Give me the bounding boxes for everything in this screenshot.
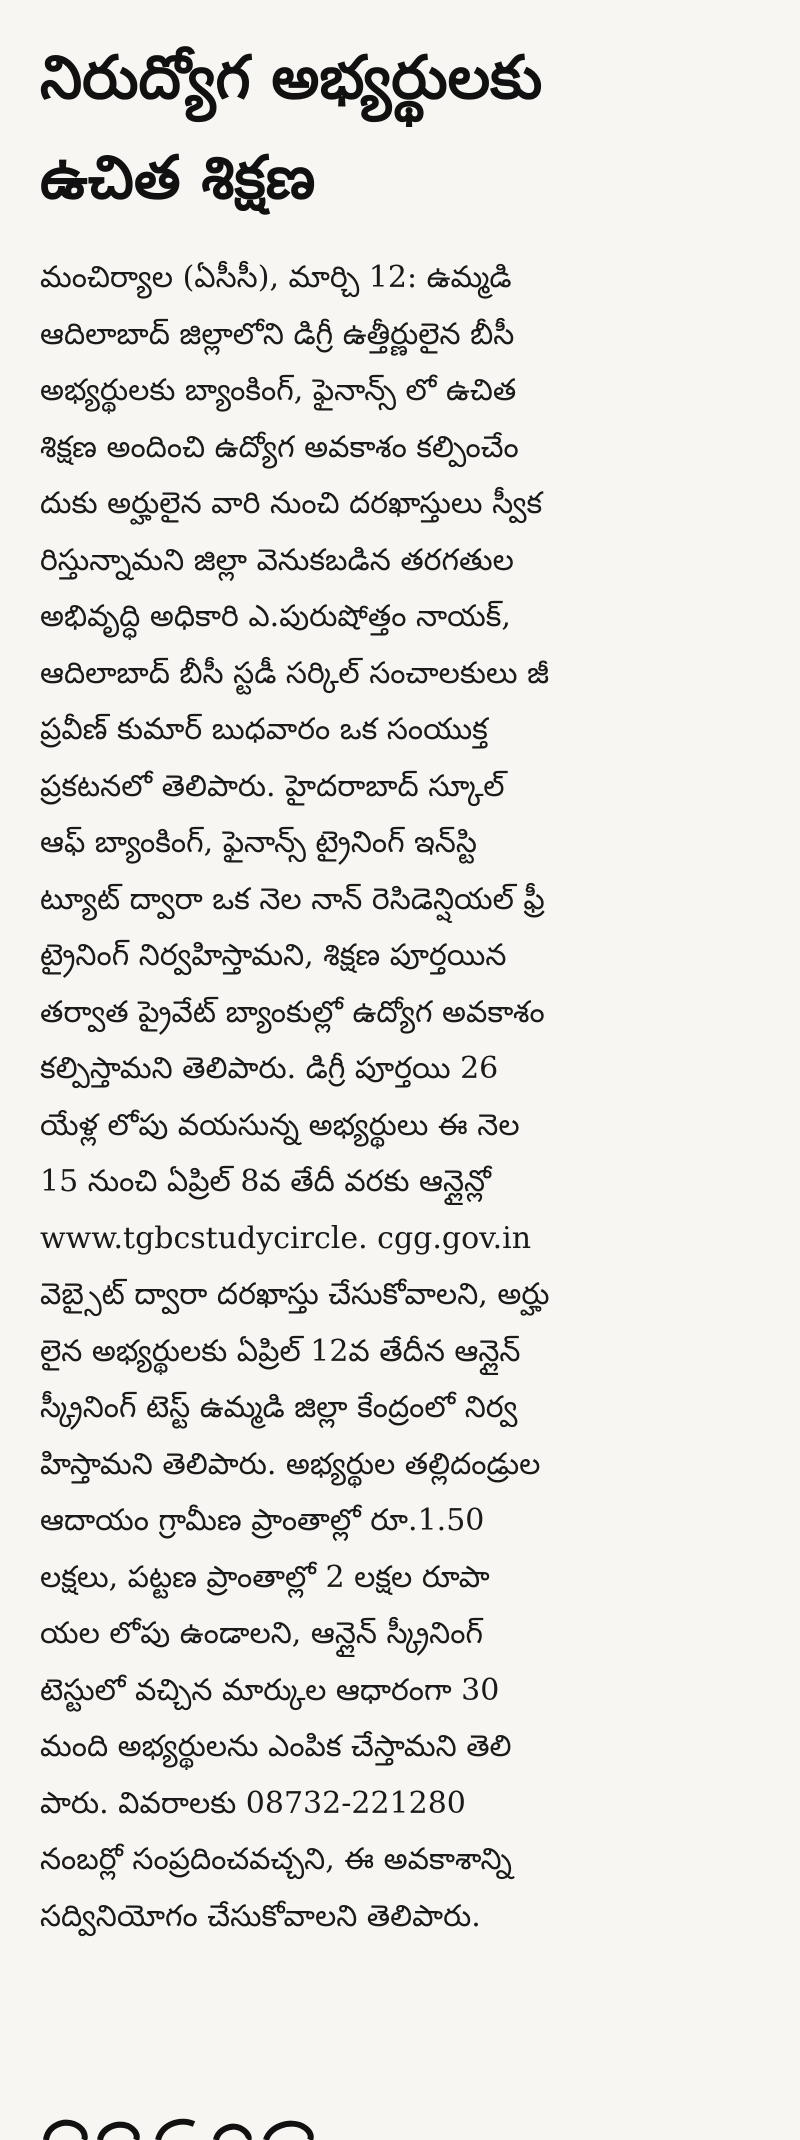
body-line: ఆదిలాబాద్ జిల్లాలోని డిగ్రీ ఉత్తీర్ణులైన బీసీ bbox=[40, 316, 515, 352]
body-line: ఆఫ్ బ్యాంకింగ్, ఫైనాన్స్ ట్రైనింగ్ ఇన్‌స్టి bbox=[40, 825, 477, 860]
body-line: రిస్తున్నామని జిల్లా వెనుకబడిన తరగతుల bbox=[40, 542, 514, 578]
body-line: ట్రైనింగ్ నిర్వహిస్తామని, శిక్షణ పూర్తయిన bbox=[40, 938, 507, 973]
body-line: లైన అభ్యర్థులకు ఏప్రిల్ 12వ తేదీన ఆన్లైన్ bbox=[40, 1333, 521, 1369]
body-line: మంది అభ్యర్థులను ఎంపిక చేస్తామని తెలి bbox=[40, 1729, 512, 1764]
body-line: ట్యూట్ ద్వారా ఒక నెల నాన్ రెసిడెన్షియల్ ఫ్రీ bbox=[40, 881, 545, 917]
headline-line-1: నిరుద్యోగ అభ్యర్థులకు bbox=[40, 43, 543, 113]
body-line: టెస్టులో వచ్చిన మార్కుల ఆధారంగా 30 bbox=[40, 1672, 500, 1708]
body-line: వెబ్సైట్ ద్వారా దరఖాస్తు చేసుకోవాలని, అర్హు bbox=[40, 1277, 550, 1312]
phone-number-line: పారు. వివరాలకు 08732-221280 bbox=[40, 1785, 466, 1821]
cropped-next-headline bbox=[40, 2112, 360, 2140]
body-line: ఆదిలాబాద్ బీసీ స్టడీ సర్కిల్ సంచాలకులు జీ bbox=[40, 655, 550, 691]
body-line: అభ్యర్థులకు బ్యాంకింగ్, ఫైనాన్స్ లో ఉచిత bbox=[40, 373, 517, 408]
body-line: తర్వాత ప్రైవేట్ బ్యాంకుల్లో ఉద్యోగ అవకాశం bbox=[40, 994, 545, 1030]
headline-line-2: ఉచిత శిక్షణ bbox=[40, 143, 316, 213]
body-line: అభివృద్ధి అధికారి ఎ.పురుషోత్తం నాయక్, bbox=[40, 599, 511, 634]
body-line: యేళ్ల లోపు వయసున్న అభ్యర్థులు ఈ నెల bbox=[40, 1107, 520, 1143]
body-line: స్క్రీనింగ్ టెస్ట్ ఉమ్మడి జిల్లా కేంద్రంలో నిర్వ bbox=[40, 1390, 518, 1425]
body-line: లక్షలు, పట్టణ ప్రాంతాల్లో 2 లక్షల రూపా bbox=[40, 1559, 490, 1595]
body-line: హిస్తామని తెలిపారు. అభ్యర్థుల తల్లిదండ్రుల bbox=[40, 1446, 541, 1482]
body-line: దుకు అర్హులైన వారి నుంచి దరఖాస్తులు స్వీక bbox=[40, 486, 543, 521]
body-line: 15 నుంచి ఏప్రిల్ 8వ తేదీ వరకు ఆన్లైన్లో bbox=[40, 1164, 491, 1199]
article-body bbox=[40, 250, 770, 1945]
article-headline bbox=[40, 28, 770, 228]
body-line: మంచిర్యాల (ఏసీసీ), మార్చి 12: ఉమ్మడి bbox=[40, 260, 512, 295]
body-line: శిక్షణ అందించి ఉద్యోగ అవకాశం కల్పించేం bbox=[40, 429, 519, 465]
body-line: కల్పిస్తామని తెలిపారు. డిగ్రీ పూర్తయి 26 bbox=[40, 1051, 499, 1086]
cropped-headline-glyphs bbox=[40, 2112, 360, 2140]
body-line: యల లోపు ఉండాలని, ఆన్లైన్ స్క్రీనింగ్ bbox=[40, 1616, 483, 1651]
body-line: ప్రవీణ్ కుమార్ బుధవారం ఒక సంయుక్త bbox=[40, 712, 488, 747]
website-url: www.tgbcstudycircle. cgg.gov.in bbox=[40, 1220, 532, 1256]
body-line: ప్రకటనలో తెలిపారు. హైదరాబాద్ స్కూల్ bbox=[40, 768, 505, 804]
body-line: ఆదాయం గ్రామీణ ప్రాంతాల్లో రూ.1.50 bbox=[40, 1503, 485, 1538]
body-line: సద్వినియోగం చేసుకోవాలని తెలిపారు. bbox=[40, 1898, 481, 1934]
body-line: నంబర్లో సంప్రదించవచ్చని, ఈ అవకాశాన్ని bbox=[40, 1842, 512, 1877]
